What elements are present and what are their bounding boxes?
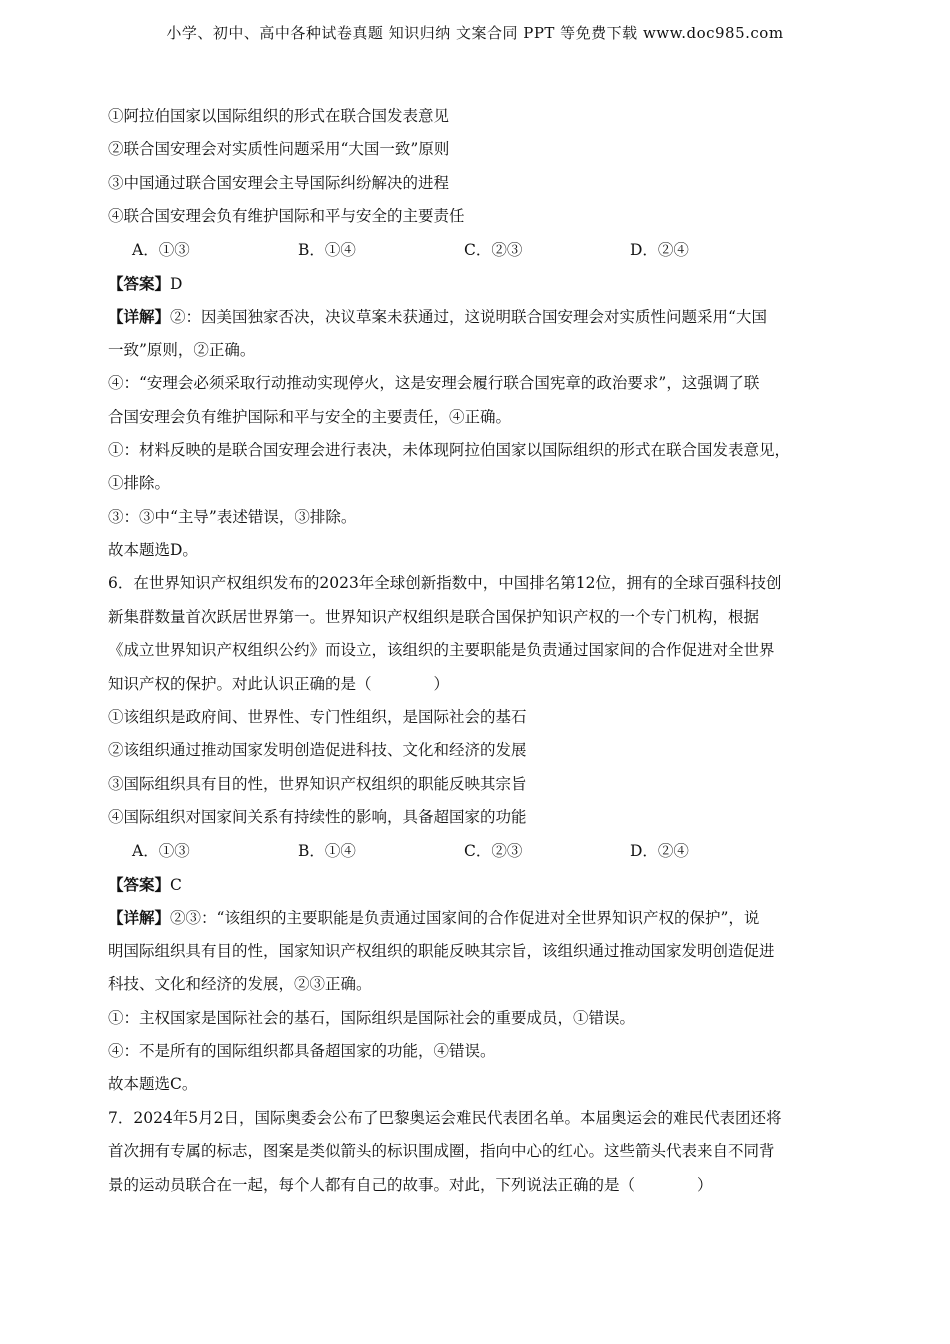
option-c: C．②③ (464, 240, 523, 259)
answer-label: 【答案】 (108, 874, 171, 894)
stem-line: 首次拥有专属的标志，图案是类似箭头的标识围成圈，指向中心的红心。这些箭头代表来自不同背 (108, 1142, 775, 1161)
detail-line: ④：“安理会必须采取行动推动实现停火，这是安理会履行联合国宪章的政治要求”，这强调了联 (108, 374, 760, 393)
detail-label: 【详解】 (108, 307, 171, 327)
question-6-detail (108, 901, 843, 934)
statement: ②该组织通过推动国家发明创造促进科技、文化和经济的发展 (108, 741, 527, 760)
option-c: C．②③ (464, 841, 523, 860)
statement: ③国际组织具有目的性，世界知识产权组织的职能反映其宗旨 (108, 774, 527, 793)
detail-line: ①：材料反映的是联合国安理会进行表决，未体现阿拉伯国家以国际组织的形式在联合国发表意见， (108, 440, 791, 459)
answer-label: 【答案】 (108, 273, 171, 293)
question-6-statements (108, 701, 843, 835)
question-7-stem (108, 1102, 843, 1202)
detail-label: 【详解】 (108, 908, 171, 928)
option-d: D．②④ (630, 240, 689, 259)
question-5-detail (108, 300, 843, 333)
statement: ④国际组织对国家间关系有持续性的影响，具备超国家的功能 (108, 808, 527, 827)
detail-text: ②③：“该组织的主要职能是负责通过国家间的合作促进对全世界知识产权的保护”，说 (170, 909, 760, 928)
detail-line: ④：不是所有的国际组织都具备超国家的功能，④错误。 (108, 1041, 496, 1060)
document-body (108, 100, 843, 1202)
page-header: 小学、初中、高中各种试卷真题 知识归纳 文案合同 PPT 等免费下载 www.doc985.com (166, 24, 784, 42)
detail-line: ③：③中“主导”表述错误，③排除。 (108, 507, 357, 526)
question-6-stem (108, 567, 843, 701)
stem-line: 《成立世界知识产权组织公约》而设立，该组织的主要职能是负责通过国家间的合作促进对全世界 (108, 641, 775, 660)
detail-line: 故本题选D。 (108, 541, 198, 560)
option-b: B．①④ (298, 841, 356, 860)
detail-line: 明国际组织具有目的性，国家知识产权组织的职能反映其宗旨，该组织通过推动国家发明创造促进 (108, 941, 775, 960)
option-a: A．①③ (132, 240, 190, 259)
option-d: D．②④ (630, 841, 689, 860)
option-a: A．①③ (132, 841, 190, 860)
question-5-statements (108, 100, 843, 234)
question-5-options (108, 234, 843, 267)
stem-line: 7．2024年5月2日，国际奥委会公布了巴黎奥运会难民代表团名单。本届奥运会的难民代表团还将 (108, 1108, 782, 1127)
detail-line: 合国安理会负有维护国际和平与安全的主要责任，④正确。 (108, 407, 512, 426)
question-5-answer (108, 267, 843, 300)
statement: ①该组织是政府间、世界性、专门性组织，是国际社会的基石 (108, 708, 527, 727)
statement: ②联合国安理会对实质性问题采用“大国一致”原则 (108, 140, 450, 159)
detail-text: ②：因美国独家否决，决议草案未获通过，这说明联合国安理会对实质性问题采用“大国 (170, 308, 767, 327)
answer-value: D (170, 274, 183, 293)
detail-line: 一致”原则，②正确。 (108, 340, 256, 359)
statement: ④联合国安理会负有维护国际和平与安全的主要责任 (108, 207, 465, 226)
stem-line: 新集群数量首次跃居世界第一。世界知识产权组织是联合国保护知识产权的一个专门机构，根据 (108, 607, 760, 626)
option-b: B．①④ (298, 240, 356, 259)
statement: ①阿拉伯国家以国际组织的形式在联合国发表意见 (108, 107, 450, 125)
stem-line: 6．在世界知识产权组织发布的2023年全球创新指数中，中国排名第12位，拥有的全球百强科技创 (108, 574, 782, 593)
question-6-options (108, 835, 843, 868)
stem-line: 知识产权的保护。对此认识正确的是（ ） (108, 674, 450, 693)
detail-line: ①：主权国家是国际社会的基石，国际组织是国际社会的重要成员，①错误。 (108, 1008, 636, 1027)
detail-line: 故本题选C。 (108, 1075, 198, 1094)
detail-line: ①排除。 (108, 474, 171, 493)
detail-line: 科技、文化和经济的发展，②③正确。 (108, 975, 372, 994)
stem-line: 景的运动员联合在一起，每个人都有自己的故事。对此，下列说法正确的是（ ） (108, 1175, 713, 1194)
answer-value: C (170, 875, 182, 894)
statement: ③中国通过联合国安理会主导国际纠纷解决的进程 (108, 173, 450, 192)
question-6-answer (108, 868, 843, 901)
